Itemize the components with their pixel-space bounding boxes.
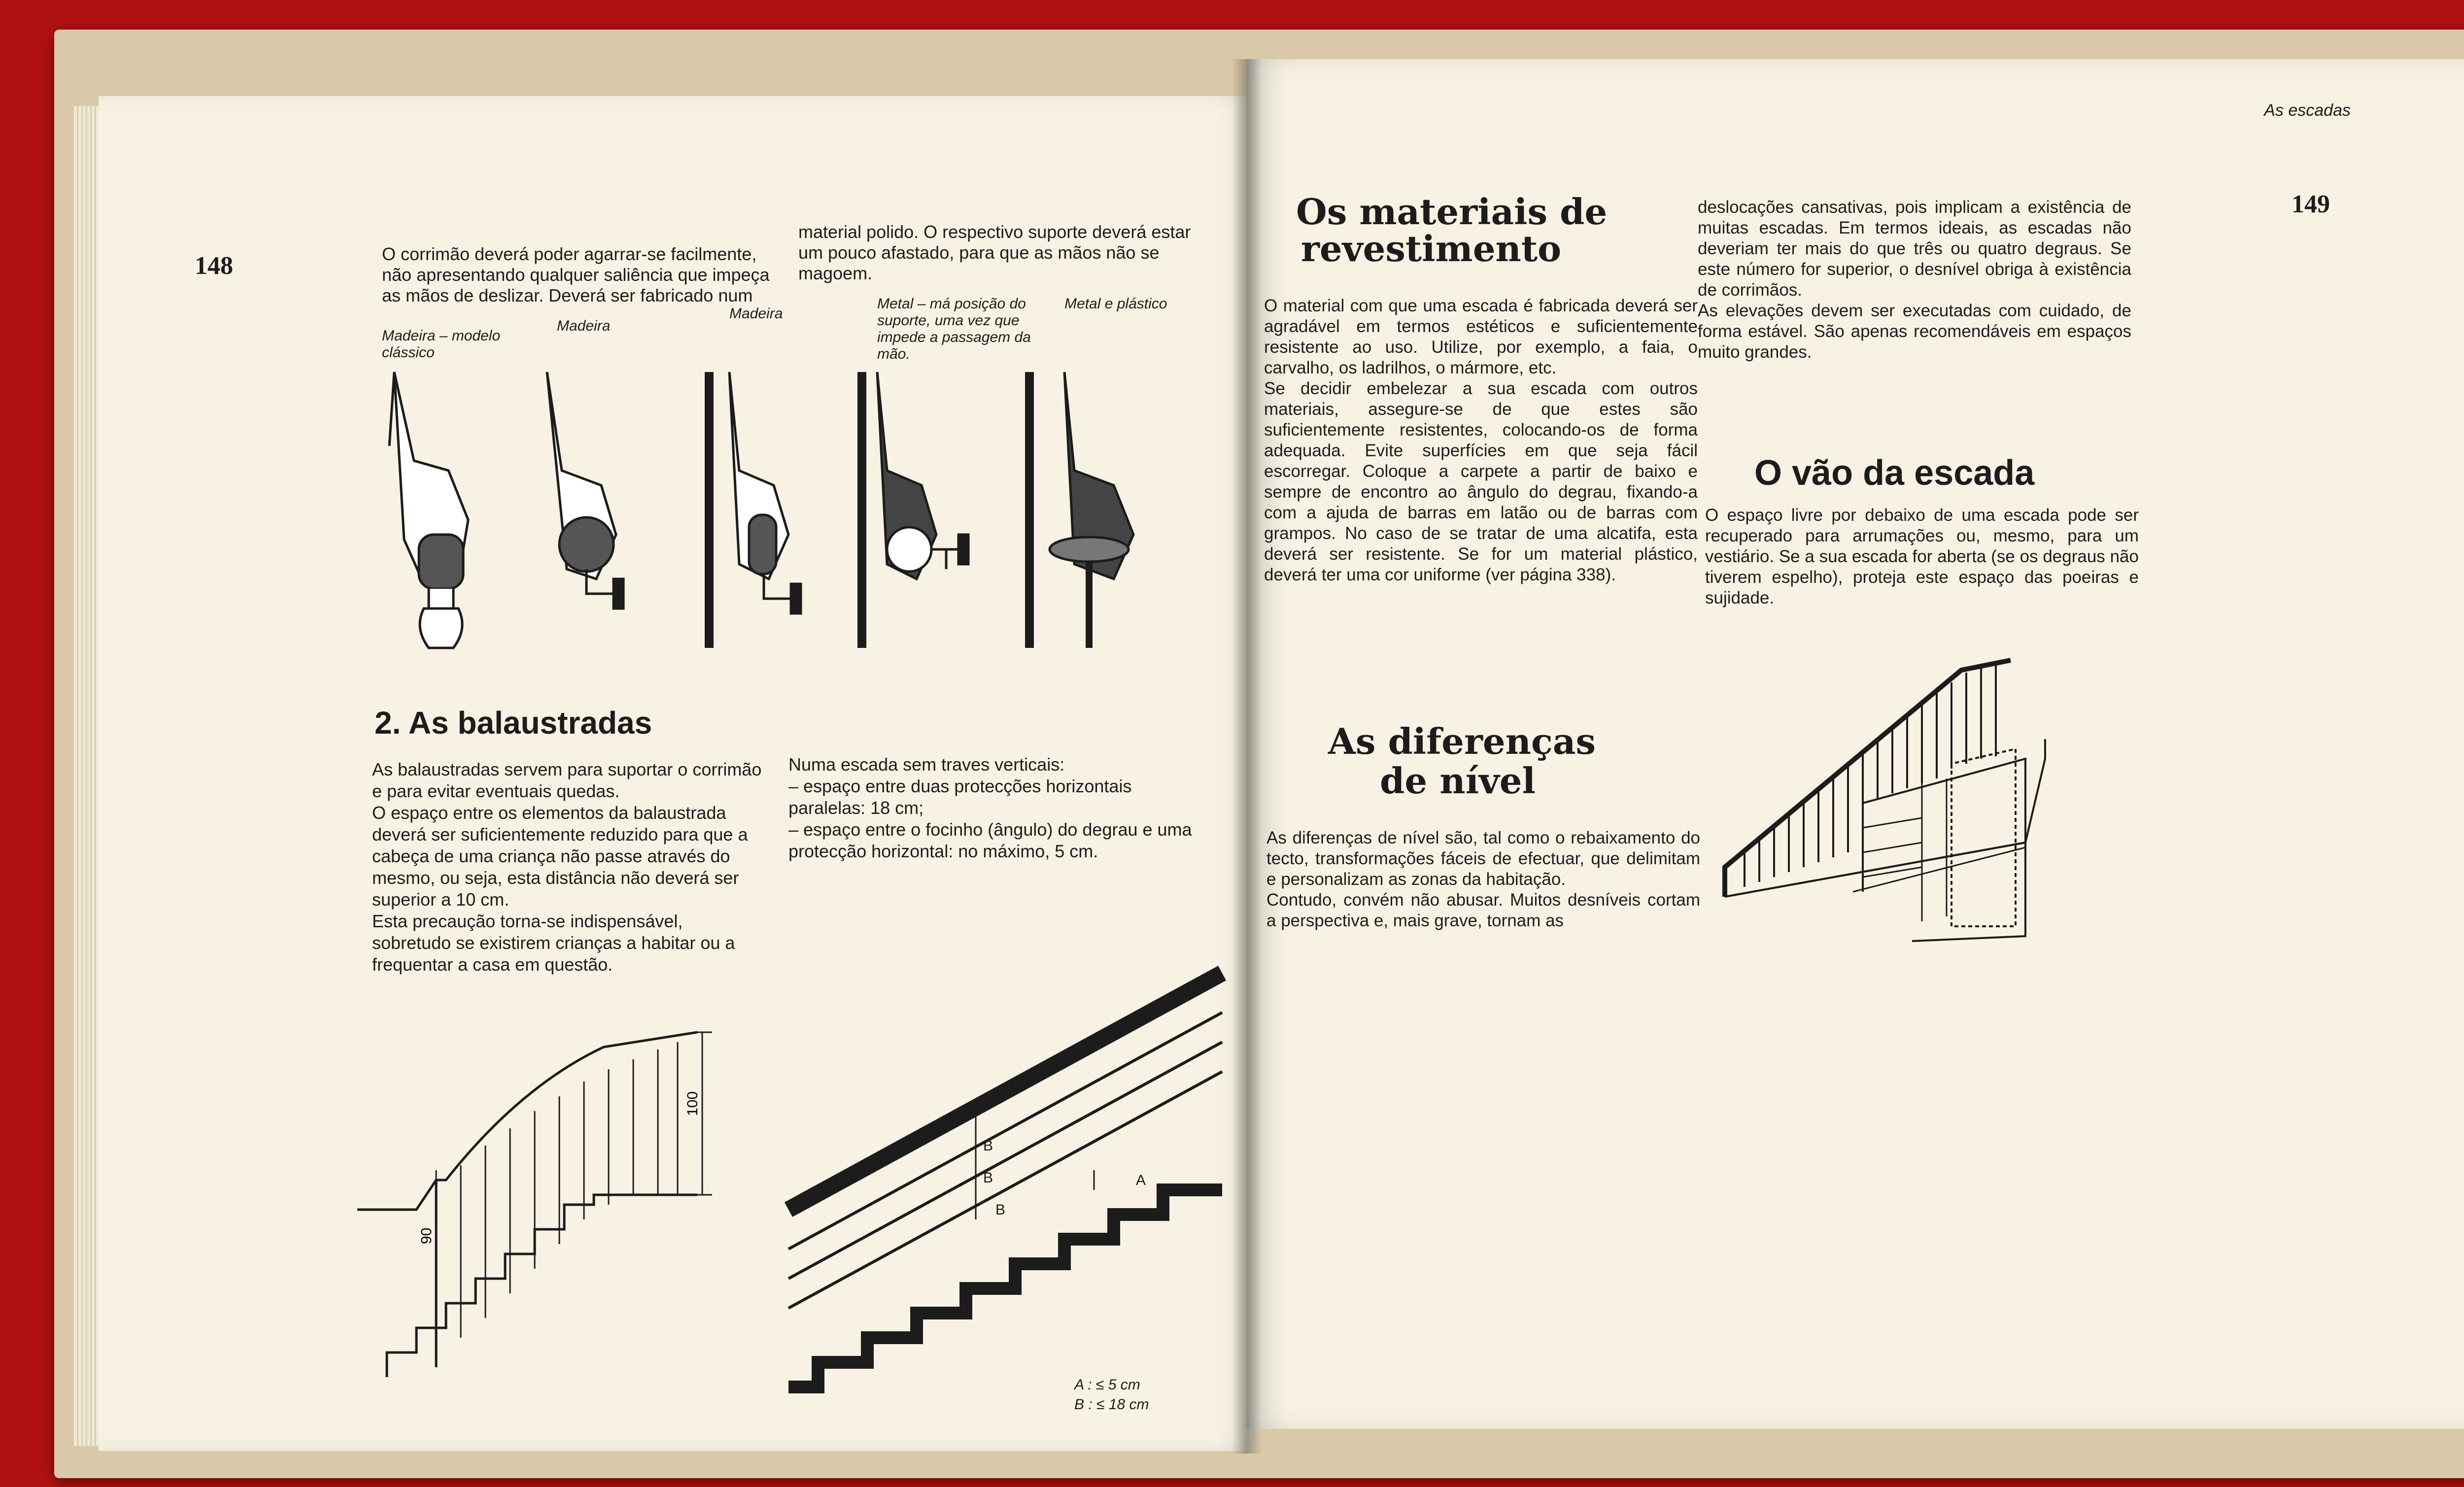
materiais-text: O material com que uma escada é fabricada deverá ser agradável em termos estéticos e suficientemente resistente ao uso. Utilize, por exemplo, a faia, o carvalho, os ladrilhos, o mármore, etc. Se decidir embelezar a sua escada com outros materiais, assegure-se de que estes são suficientemente resistentes, colocando-os de forma adequada. Evite superfícies em que seja fácil escorregar. Coloque a carpete a partir de baixo e sempre de encontro ao ângulo do degrau, fixando-a com a ajuda de barras em latão ou de barras com grampos. No caso de se tratar de uma alcatifa, esta deverá ser resistente. Se for um material plástico, deverá ter uma cor uniforme (ver página 338). [1264,296,1698,584]
vao-text: O espaço livre por debaixo de uma escada pode ser recuperado para arrumações ou, mesmo, para um vestiário. Se a sua escada for aberta (se os degraus não tiverem espelho), proteja este espaço das poeiras e sujidade. [1705,506,2139,608]
balaustradas-text-col1: As balaustradas servem para suportar o corrimão e para evitar eventuais quedas. O espaço entre os elementos da balaustrada deverá ser suficientemente reduzido para que a cabeça de uma criança não passe através do mesmo, ou seja, esta distância não deverá ser superior a 10 cm. Esta precaução torna-se indispensável, sobretudo se existirem crianças a habitar ou a frequentar a casa em questão. [372,759,762,975]
running-head: As escadas [2264,101,2351,120]
diagram2-legend-b: B : ≤ 18 cm [1074,1396,1149,1413]
diferencas-text: As diferenças de nível são, tal como o rebaixamento do tecto, transformações fáceis de efectuar, que delimitam e personalizam as zonas da habitação. Contudo, convém não abusar. Muitos desníveis cortam a perspectiva e, mais grave, tornam as [1266,828,1700,930]
book-gutter [1232,59,1262,1453]
page-number-left: 148 [195,252,233,280]
diagram2-label-b1: B [983,1138,993,1154]
balaustradas-text-col2: Numa escada sem traves verticais: – espaço entre duas protecções horizontais paralelas: 18 cm; – espaço entre o focinho (ângulo) do degrau e uma protecção horizontal: no máximo, 5 cm. [788,754,1192,861]
caption-madeira-3: Madeira [729,305,783,322]
heading-materiais-1: Os materiais de [1296,191,1608,233]
caption-madeira-classico: Madeira – modelo clássico [382,328,501,361]
diagram2-label-b2: B [983,1170,993,1186]
intro-text-col1: O corrimão deverá poder agarrar-se facilmente, não apresentando qualquer saliência que impeça as mãos de deslizar. Deverá ser fabricado num [382,244,770,305]
balustrade-diagram-vertical [357,1032,776,1352]
balustrade-diagram-horizontal [788,875,1232,1413]
caption-metal-plastico: Metal e plástico [1064,296,1167,312]
diagram2-label-b3: B [995,1202,1006,1218]
section-heading-balaustradas: 2. As balaustradas [375,705,652,741]
under-stair-storage-illustration [1715,660,2060,956]
intro-text-col2: material polido. O respectivo suporte deverá estar um pouco afastado, para que as mãos não se magoem. [798,222,1191,283]
handrail-illustrations [384,372,1222,668]
heading-diferencas-2: de nível [1380,760,1536,802]
right-page [1247,59,2464,1429]
diagram1-label-90: 90 [418,1227,435,1244]
diagram2-label-a: A [1136,1172,1146,1188]
diagram2-legend-a: A : ≤ 5 cm [1074,1377,1140,1393]
page-number-right: 149 [2292,190,2330,218]
heading-diferencas-1: As diferenças [1328,720,1596,762]
caption-madeira-2: Madeira [557,318,611,334]
col2-text: deslocações cansativas, pois implicam a existência de muitas escadas. Em termos ideais, as escadas não deveriam ter mais do que três ou quatro degraus. Se este número for superior, o desnível obriga à existência de corrimãos. As elevações devem ser executadas com cuidado, de forma estável. São apenas recomendáveis em espaços muito grandes. [1698,198,2131,362]
heading-vao: O vão da escada [1754,453,2035,493]
caption-metal-ma-posicao: Metal – má posição do suporte, uma vez que impede a passagem da mão. [877,296,1031,362]
left-page [99,96,1252,1451]
diagram1-label-100: 100 [684,1091,701,1116]
heading-materiais-2: revestimento [1301,228,1562,270]
